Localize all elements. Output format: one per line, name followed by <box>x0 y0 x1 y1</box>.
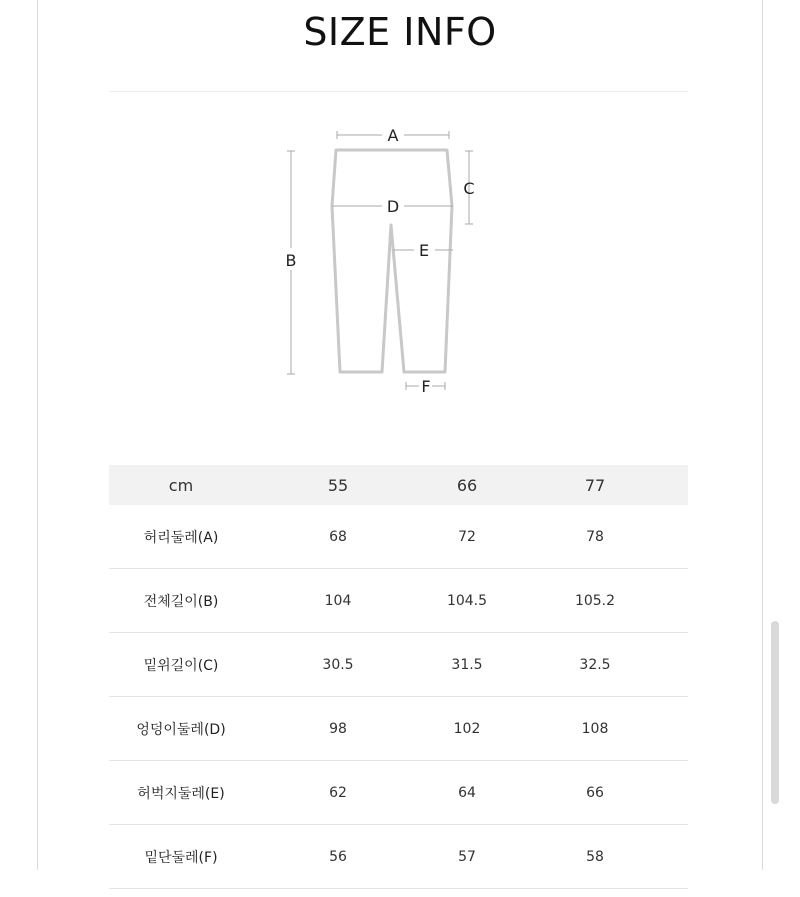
table-header-row <box>109 465 688 505</box>
header-cell-size-77: 77 <box>584 475 606 495</box>
table-cell: 30.5 <box>322 656 354 673</box>
table-cell: 72 <box>458 528 476 545</box>
table-cell: 58 <box>586 848 604 865</box>
content-left-border <box>37 0 38 870</box>
label-e: E <box>418 241 430 260</box>
title-divider <box>110 91 688 92</box>
table-row-total-length <box>109 569 688 633</box>
table-cell: 78 <box>586 528 604 545</box>
table-row-thigh <box>109 761 688 825</box>
table-cell: 66 <box>586 784 604 801</box>
content-right-border <box>762 0 763 870</box>
table-cell: 104.5 <box>446 592 488 609</box>
header-cell-size-66: 66 <box>456 475 478 495</box>
pants-outline <box>332 150 452 372</box>
table-cell: 57 <box>458 848 476 865</box>
label-b: B <box>285 251 297 270</box>
table-row-hip <box>109 697 688 761</box>
label-c: C <box>463 179 475 198</box>
row-label: 전체길이(B) <box>143 593 219 610</box>
header-cell-size-55: 55 <box>327 475 349 495</box>
row-label: 허벅지둘레(E) <box>137 785 225 802</box>
table-cell: 62 <box>329 784 347 801</box>
table-cell: 98 <box>329 720 347 737</box>
header-cell-unit: cm <box>168 475 194 495</box>
table-row-hem <box>109 825 688 889</box>
row-label: 밑위길이(C) <box>143 657 219 674</box>
row-label: 밑단둘레(F) <box>144 849 218 866</box>
table-cell: 104 <box>324 592 352 609</box>
table-cell: 56 <box>329 848 347 865</box>
label-a: A <box>387 126 399 145</box>
table-cell: 32.5 <box>579 656 611 673</box>
page-title: SIZE INFO <box>303 10 497 54</box>
label-d: D <box>386 197 400 216</box>
table-cell: 105.2 <box>574 592 616 609</box>
table-cell: 68 <box>329 528 347 545</box>
table-row-waist <box>109 505 688 569</box>
size-table <box>109 465 688 889</box>
table-cell: 102 <box>453 720 481 737</box>
scrollbar-thumb[interactable] <box>771 621 779 804</box>
table-row-rise <box>109 633 688 697</box>
pants-measurement-diagram <box>270 120 500 410</box>
label-f: F <box>421 377 431 396</box>
table-cell: 64 <box>458 784 476 801</box>
row-label: 엉덩이둘레(D) <box>136 721 226 738</box>
table-cell: 108 <box>581 720 609 737</box>
table-cell: 31.5 <box>451 656 483 673</box>
row-label: 허리둘레(A) <box>143 529 219 546</box>
